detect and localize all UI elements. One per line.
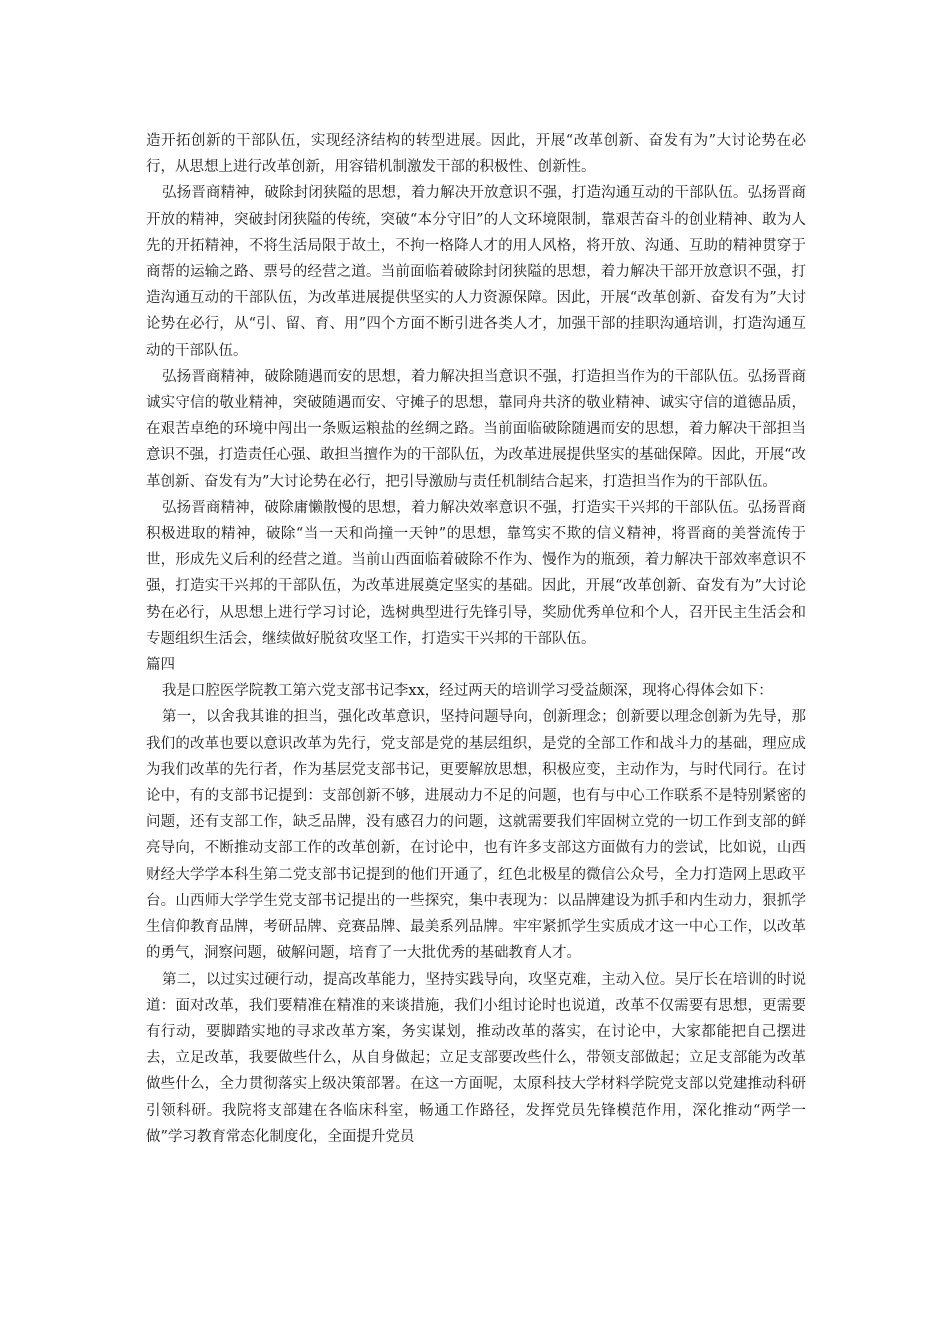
body-paragraph: 第二，以过实过硬行动，提高改革能力，坚持实践导向，攻坚克难，主动入位。吴厅长在培训的时说道：面对改革，我们要精准在精准的来谈措施，我们小组讨论时也说道，改革不仅需要有思想，更需要有行动，要脚踏实地的寻求改革方案，务实谋划，推动改革的落实，在讨论中，大家都能把自己摆进去，立足改革，我要做些什么，从自身做起；立足支部要改些什么，带领支部做起；立足支部能为改革做些什么，全力贯彻落实上级决策部署。在这一方面呢，太原科技大学材料学院党支部以党建推动科研引领科研。我院将支部建在各临床科室，畅通工作路径，发挥党员先锋模范作用，深化推动“两学一做”学习教育常态化制度化，全面提升党员 bbox=[146, 971, 806, 1145]
body-paragraph: 我是口腔医学院教工第六党支部书记李xx，经过两天的培训学习受益颇深，现将心得体会如下： bbox=[161, 683, 773, 700]
body-paragraph: 第一，以舍我其谁的担当，强化改革意识，坚持问题导向，创新理念；创新要以理念创新为先导，那我们的改革也要以意识改革为先行，党支部是党的基层组织，是党的全部工作和战斗力的基础，理应成为我们改革的先行者，作为基层党支部书记，更要解放思想，积极应变，主动作为，与时代同行。在讨论中，有的支部书记提到：支部创新不够，进展动力不足的问题，也有与中心工作联系不是特别紧密的问题，还有支部工作，缺乏品牌，没有感召力的问题，这就需要我们牢固树立党的一切工作到支部的鲜亮导向，不断推动支部工作的改革创新，在讨论中，也有许多支部这方面做有力的尝试，比如说，山西财经大学学本科生第二党支部书记提到的他们开通了，红色北极星的微信公众号，全力打造网上思政平台。山西师大学学生党支部书记提出的一些探究，集中表现为：以品牌建设为抓手和内生动力，狠抓学生信仰教育品牌，考研品牌、竞赛品牌、最美系列品牌。牢牢紧抓学生实质成才这一中心工作，以改革的勇气，洞察问题，破解问题，培育了一大批优秀的基础教育人才。 bbox=[146, 709, 806, 962]
document-page bbox=[146, 128, 806, 1150]
body-paragraph: 弘扬晋商精神，破除随遇而安的思想，着力解决担当意识不强，打造担当作为的干部队伍。弘扬晋商诚实守信的敬业精神，突破随遇而安、守摊子的思想，靠同舟共济的敬业精神、诚实守信的道德品质，在艰苦卓绝的环境中闯出一条贩运粮盐的丝绸之路。当前面临破除随遇而安的思想，着力解决干部担当意识不强，打造责任心强、敢担当擅作为的干部队伍，为改革进展提供坚实的基础保障。因此，开展“改革创新、奋发有为”大讨论势在必行，把引导激励与责任机制结合起来，打造担当作为的干部队伍。 bbox=[146, 368, 806, 490]
body-paragraph: 弘扬晋商精神，破除封闭狭隘的思想，着力解决开放意识不强，打造沟通互动的干部队伍。弘扬晋商开放的精神，突破封闭狭隘的传统，突破“本分守旧”的人文环境限制，靠艰苦奋斗的创业精神、敢为人先的开拓精神，不将生活局限于故土，不拘一格降人才的用人风格，将开放、沟通、互助的精神贯穿于商帮的运输之路、票号的经营之道。当前面临着破除封闭狭隘的思想，着力解决干部开放意识不强，打造沟通互动的干部队伍，为改革进展提供坚实的人力资源保障。因此，开展“改革创新、奋发有为”大讨论势在必行，从“引、留、育、用”四个方面不断引进各类人才，加强干部的挂职沟通培训，打造沟通互动的干部队伍。 bbox=[146, 185, 806, 359]
section-heading: 篇四 bbox=[146, 657, 175, 674]
body-paragraph: 弘扬晋商精神，破除庸懒散慢的思想，着力解决效率意识不强，打造实干兴邦的干部队伍。弘扬晋商积极进取的精神，破除“当一天和尚撞一天钟”的思想，靠笃实不欺的信义精神，将晋商的美誉流传于世，形成先义后利的经营之道。当前山西面临着破除不作为、慢作为的瓶颈，着力解决干部效率意识不强，打造实干兴邦的干部队伍，为改革进展奠定坚实的基础。因此，开展“改革创新、奋发有为”大讨论势在必行，从思想上进行学习讨论，选树典型进行先锋引导，奖励优秀单位和个人，召开民主生活会和专题组织生活会，继续做好脱贫攻坚工作，打造实干兴邦的干部队伍。 bbox=[146, 499, 806, 647]
body-paragraph: 造开拓创新的干部队伍，实现经济结构的转型进展。因此，开展“改革创新、奋发有为”大讨论势在必行，从思想上进行改革创新，用容错机制激发干部的积极性、创新性。 bbox=[146, 133, 806, 176]
